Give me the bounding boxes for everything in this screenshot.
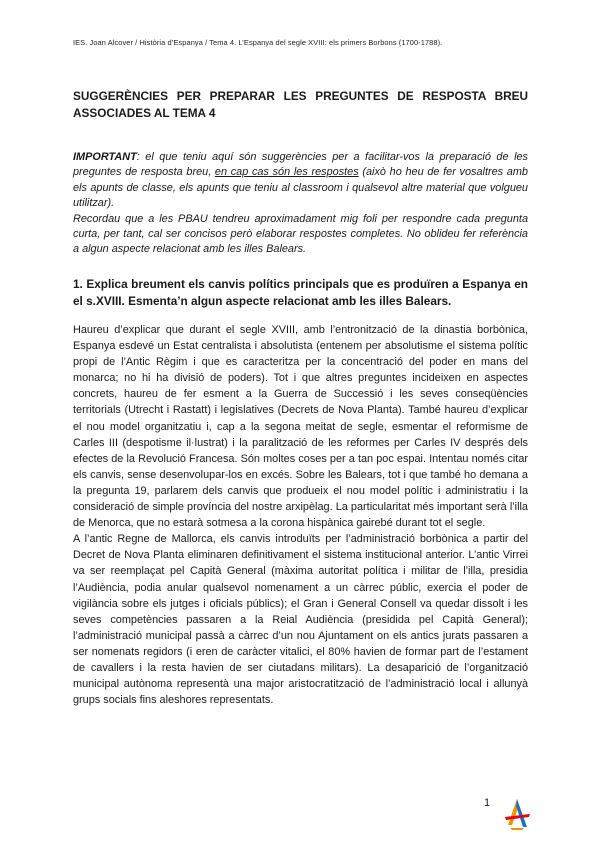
logo-red-stroke	[505, 814, 530, 820]
body-paragraph-1: Haureu d’explicar que durant el segle XVIII, amb l’entronització de la dinastia borbònica, Espanya esdevé un Estat centralista i absolutista (entenem per absolutisme el sistema polític propi de l’Antic Règim i que es caracteritza per la concentració del poder en mans del monarca; no hi ha divisió de poders). Tot i que altres preguntes incideixen en aspectes concrets, haureu de fer esment a la Guerra de Successió i les seves conseqüències territorials (Utrecht i Rastatt) i legislatives (Decrets de Nova Planta). També haureu d’explicar el nou model organitzatiu i, cap a la segona meitat de segle, esmentar el reformisme de Carles III (despotisme il·lustrat) i la paralització de les reformes per Carles IV després dels efectes de la Revolució Francesa. Són moltes coses per a tan poc espai. Intentau només citar els canvis, sense desenvolupar-los en excés. Sobre les Balears, tot i que també ho demana a la pregunta 19, parlarem dels canvis que produeix el nou model polític i administratiu i la consideració de simple província del nostre arxipèlag. La particularitat més important serà l’illa de Menorca, que no estarà sotmesa a la corona hispànica gairebé durant tot el segle.	[73, 324, 528, 530]
important-underlined: en cap cas són les respostes	[214, 166, 359, 179]
answer-body	[73, 322, 528, 708]
running-header: IES. Joan Alcover / Història d’Espanya / Tema 4. L’Espanya del segle XVIII: els primers Borbons (1700-1788).	[73, 38, 443, 47]
body-paragraph-2: A l’antic Regne de Mallorca, els canvis introduïts per l’administració borbònica a partir del Decret de Nova Planta eliminaren definitivament el sistema institucional anterior. L’antic Virrei va ser reemplaçat pel Capità General (màxima autoritat política i militar de l’illa, presidia l’Audiència, podia anular qualsevol nomenament a un càrrec públic, exercia el poder de vigilància sobre els jutges i oficials públics); el Gran i General Consell va quedar dissolt i les seves competències passaren a la Reial Audiència (presidida pel Capità General); l’administració municipal passà a càrrec d’un nou Ajuntament on els antics jurats passaren a ser nomenats regidors (i eren de caràcter vitalici, el 80% havien de formar part de l’estament de cavallers i la resta havien de ser ciutadans militars). La desaparició de l’organització municipal autònoma representà una major aristocratització de l’administració local i allunyà grups socials fins aleshores representats.	[73, 533, 528, 707]
important-note	[73, 150, 528, 258]
page-title: SUGGERÈNCIES PER PREPARAR LES PREGUNTES DE RESPOSTA BREU ASSOCIADES AL TEMA 4	[73, 89, 528, 120]
important-paragraph-1	[73, 150, 528, 212]
logo-blue-stroke	[516, 799, 527, 827]
important-text-after: (això ho heu de fer vosaltres amb els apunts de classe, els apunts que teniu al classroom i qualsevol altre material que volgueu utilitzar).	[73, 166, 528, 210]
logo-orange-base	[510, 828, 524, 830]
important-label: IMPORTANT	[73, 151, 137, 163]
important-text-before: : el que teniu aquí són suggerències per a facilitar-vos la preparació de les preguntes de resposta breu,	[73, 151, 528, 179]
question-1-heading: 1. Explica breument els canvis polítics principals que es produïren a Espanya en el s.XVIII. Esmenta’n algun aspecte relacionat amb les illes Balears.	[73, 277, 528, 308]
important-paragraph-2: Recordau que a les PBAU tendreu aproximadament mig foli per respondre cada pregunta curta, per tant, cal ser concisos però elaborar respostes completes. No oblideu fer referència a algun aspecte relacionat amb les illes Balears.	[73, 212, 528, 256]
page-number: 1	[484, 797, 491, 809]
school-logo-icon	[502, 797, 532, 831]
